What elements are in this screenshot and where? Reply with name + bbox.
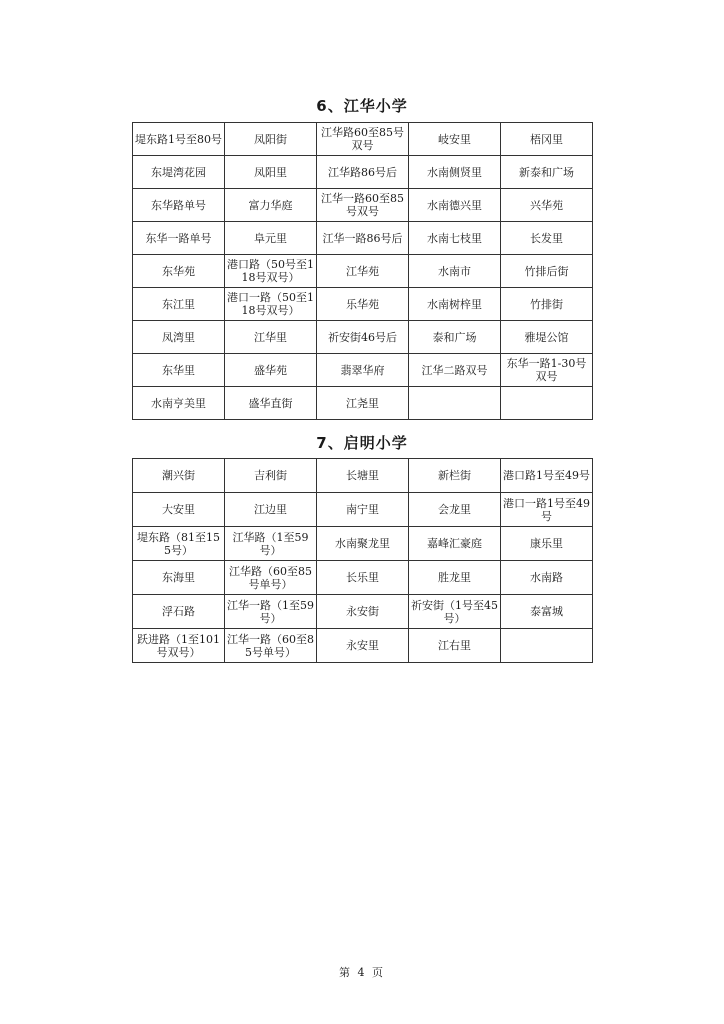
qiming-school-zone-table (132, 458, 593, 663)
table-body (133, 459, 593, 663)
table-cell: 港口一路（50至118号双号） (225, 288, 317, 321)
table-cell: 泰富城 (501, 595, 593, 629)
table-cell: 嘉峰汇豪庭 (409, 527, 501, 561)
table-cell: 翡翠华府 (317, 354, 409, 387)
page-number: 第 4 页 (339, 966, 385, 979)
table-cell: 胜龙里 (409, 561, 501, 595)
table-cell: 长乐里 (317, 561, 409, 595)
table-cell: 堤东路1号至80号 (133, 123, 225, 156)
table-row (133, 288, 593, 321)
table-row (133, 156, 593, 189)
table-cell: 东海里 (133, 561, 225, 595)
table-row (133, 123, 593, 156)
table-cell: 新栏街 (409, 459, 501, 493)
table-row (133, 595, 593, 629)
table-cell: 东华苑 (133, 255, 225, 288)
table-cell (501, 387, 593, 420)
jianghua-school-zone-table (132, 122, 593, 420)
table-cell: 南宁里 (317, 493, 409, 527)
table-cell: 水南亨美里 (133, 387, 225, 420)
table-cell: 凤阳街 (225, 123, 317, 156)
table-cell: 堤东路（81至155号） (133, 527, 225, 561)
table-cell: 竹排街 (501, 288, 593, 321)
table-cell: 港口一路1号至49号 (501, 493, 593, 527)
table-cell: 水南路 (501, 561, 593, 595)
table-row (133, 354, 593, 387)
table-cell: 水南侧贤里 (409, 156, 501, 189)
table-cell: 水南市 (409, 255, 501, 288)
table-cell: 浮石路 (133, 595, 225, 629)
table-cell: 永安街 (317, 595, 409, 629)
table-cell: 东华路单号 (133, 189, 225, 222)
table-cell: 新泰和广场 (501, 156, 593, 189)
table-cell: 江尧里 (317, 387, 409, 420)
table-cell: 江华一路（60至85号单号） (225, 629, 317, 663)
table-cell: 凤湾里 (133, 321, 225, 354)
table-cell: 雅堤公馆 (501, 321, 593, 354)
table-cell (501, 629, 593, 663)
table-cell: 江华路（1至59号） (225, 527, 317, 561)
table-row (133, 493, 593, 527)
section-title-qiming: 7、启明小学 (316, 434, 408, 452)
table-cell: 江华路86号后 (317, 156, 409, 189)
table-cell: 祈安街46号后 (317, 321, 409, 354)
table-cell: 江华一路86号后 (317, 222, 409, 255)
table-cell: 东华里 (133, 354, 225, 387)
table-cell: 竹排后街 (501, 255, 593, 288)
table-cell: 江华一路60至85号双号 (317, 189, 409, 222)
table-cell: 吉利街 (225, 459, 317, 493)
table-cell: 水南聚龙里 (317, 527, 409, 561)
table-cell: 长发里 (501, 222, 593, 255)
table-cell: 东华一路单号 (133, 222, 225, 255)
table-cell: 港口路1号至49号 (501, 459, 593, 493)
table-cell: 潮兴街 (133, 459, 225, 493)
table-row (133, 629, 593, 663)
table-cell: 江华路60至85号双号 (317, 123, 409, 156)
table-row (133, 459, 593, 493)
table-cell: 大安里 (133, 493, 225, 527)
table-body (133, 123, 593, 420)
table-cell: 盛华直街 (225, 387, 317, 420)
table-cell: 水南德兴里 (409, 189, 501, 222)
table-cell: 港口路（50号至118号双号） (225, 255, 317, 288)
table-cell (409, 387, 501, 420)
table-cell: 江华苑 (317, 255, 409, 288)
table-row (133, 561, 593, 595)
table-cell: 阜元里 (225, 222, 317, 255)
table-cell: 会龙里 (409, 493, 501, 527)
section-title-jianghua: 6、江华小学 (316, 97, 408, 115)
table-cell: 东江里 (133, 288, 225, 321)
table-row (133, 255, 593, 288)
table-cell: 岐安里 (409, 123, 501, 156)
table-cell: 凤阳里 (225, 156, 317, 189)
table-row (133, 527, 593, 561)
table-cell: 江右里 (409, 629, 501, 663)
table-cell: 江华里 (225, 321, 317, 354)
table-cell: 乐华苑 (317, 288, 409, 321)
table-cell: 长塘里 (317, 459, 409, 493)
table-cell: 兴华苑 (501, 189, 593, 222)
table-row (133, 321, 593, 354)
table-cell: 永安里 (317, 629, 409, 663)
table-row (133, 189, 593, 222)
table-cell: 水南七枝里 (409, 222, 501, 255)
table-cell: 祈安街（1号至45号） (409, 595, 501, 629)
table-cell: 富力华庭 (225, 189, 317, 222)
table-cell: 跃进路（1至101号双号） (133, 629, 225, 663)
table-cell: 江边里 (225, 493, 317, 527)
table-cell: 江华一路（1至59号） (225, 595, 317, 629)
table-row (133, 387, 593, 420)
table-cell: 水南树梓里 (409, 288, 501, 321)
table-cell: 盛华苑 (225, 354, 317, 387)
table-cell: 东华一路1-30号双号 (501, 354, 593, 387)
table-cell: 江华路（60至85号单号） (225, 561, 317, 595)
table-cell: 泰和广场 (409, 321, 501, 354)
table-cell: 东堤湾花园 (133, 156, 225, 189)
table-cell: 梧冈里 (501, 123, 593, 156)
table-row (133, 222, 593, 255)
table-cell: 江华二路双号 (409, 354, 501, 387)
table-cell: 康乐里 (501, 527, 593, 561)
